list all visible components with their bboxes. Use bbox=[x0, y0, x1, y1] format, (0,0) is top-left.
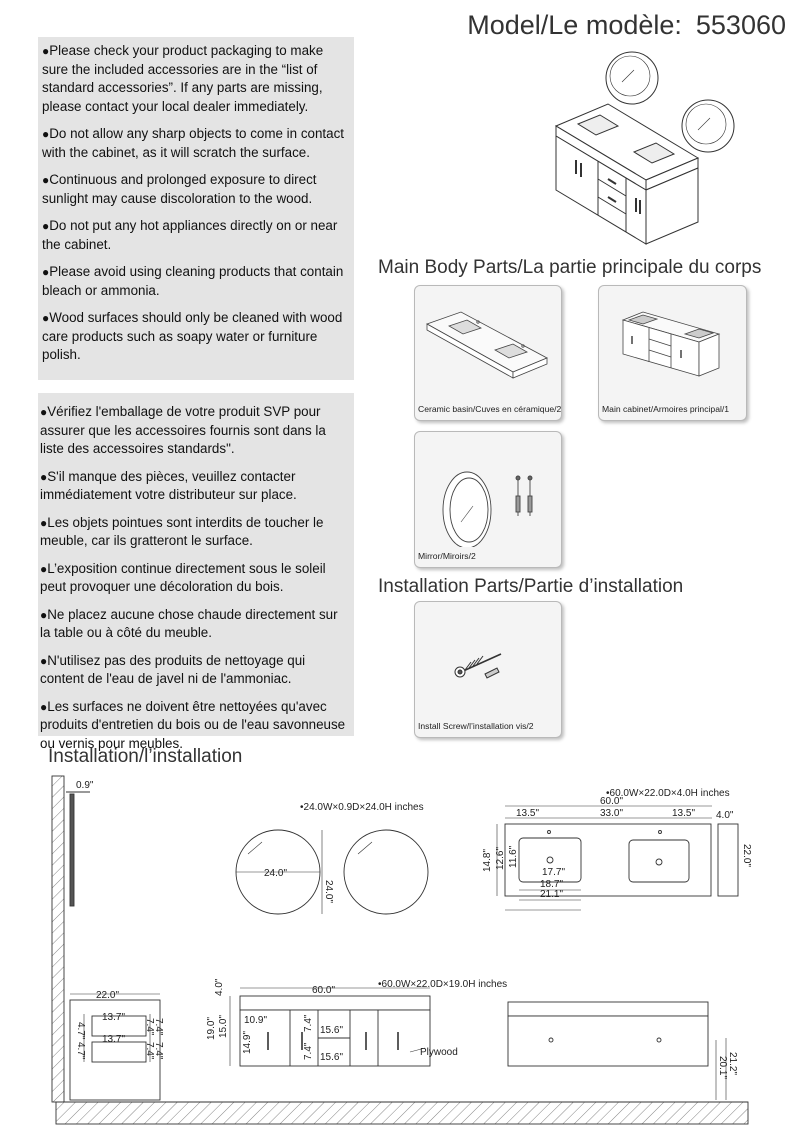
dim-side-right-h1: 7.4" bbox=[144, 1018, 155, 1036]
dim-mirror-w: 24.0" bbox=[264, 868, 288, 879]
installation-parts-heading: Installation Parts/Partie d’installation bbox=[378, 576, 684, 597]
note-fr-4: ●L’exposition continue directement sous le soleil peut provoquer une décoloration du bois. bbox=[40, 560, 326, 594]
dim-front-door-w: 10.9" bbox=[244, 1015, 268, 1026]
dim-basin-w2: 18.7" bbox=[540, 879, 564, 890]
dim-front-dh1: 7.4" bbox=[303, 1014, 314, 1032]
dim-basin-d2: 12.6" bbox=[495, 846, 506, 870]
dim-side-inner2: 13.7" bbox=[102, 1034, 126, 1045]
mirror-caption: Mirror/Miroirs/2 bbox=[418, 551, 476, 561]
vanity-illustration bbox=[548, 48, 748, 248]
dim-side-right-h2: 7.4" bbox=[153, 1018, 164, 1036]
note-fr-7: ●Les surfaces ne doivent être nettoyées qu'avec produits d'entretien du bois ou de l'eau savonneuse ou vernis pour meubles. bbox=[40, 698, 346, 751]
note-fr-6: ●N'utilisez pas des produits de nettoyage qui content de l'eau de javel ni de l'ammoniac. bbox=[40, 652, 306, 686]
install-screw-icon bbox=[415, 602, 561, 717]
cabinet-spec: •60.0W×22.0D×19.0H inches bbox=[378, 979, 508, 990]
page-title bbox=[467, 10, 786, 41]
dim-side-right-h4: 7.4" bbox=[153, 1042, 164, 1060]
main-cabinet-icon bbox=[599, 286, 746, 396]
dim-front-h1: 19.0" bbox=[206, 1016, 217, 1040]
dim-side-left-h1: 4.7" bbox=[75, 1022, 86, 1040]
note-en-3: ●Continuous and prolonged exposure to direct sunlight may cause discoloration to the wood. bbox=[42, 172, 317, 206]
notes-french bbox=[38, 393, 354, 751]
dim-top-total: 60.0" bbox=[600, 796, 624, 807]
model-number: 553060 bbox=[695, 10, 786, 40]
installation-drawing bbox=[0, 770, 808, 1133]
dim-front-width: 60.0" bbox=[312, 985, 336, 996]
ceramic-basin-icon bbox=[415, 286, 561, 396]
dim-mirror-h: 24.0" bbox=[323, 880, 334, 904]
cabinet-back-view bbox=[508, 1016, 708, 1066]
main-body-heading: Main Body Parts/La partie principale du corps bbox=[378, 257, 762, 278]
note-fr-2: ●S'il manque des pièces, veuillez contacter immédiatement votre distributeur sur place. bbox=[40, 468, 297, 502]
installation-heading: Installation/l’installation bbox=[48, 746, 243, 767]
note-en-2: ●Do not allow any sharp objects to come in contact with the cabinet, as it will scratch the surface. bbox=[42, 126, 345, 160]
note-fr-3: ●Les objets pointues sont interdits de toucher le meuble, car ils gratteront le surface. bbox=[40, 514, 324, 548]
dim-back-h1: 21.2" bbox=[727, 1052, 738, 1076]
note-en-1: ●Please check your product packaging to make sure the included accessories are in the “list of standard accessories”. If any parts are missing, please contact your local dealer immediately. bbox=[42, 43, 324, 114]
countertop-top-view bbox=[505, 824, 711, 896]
floor-hatch bbox=[56, 1102, 748, 1124]
notes-english bbox=[38, 37, 354, 380]
note-en-6: ●Wood surfaces should only be cleaned with wood care products such as soapy water or furniture polish. bbox=[42, 310, 343, 362]
ceramic-basin-card bbox=[414, 285, 562, 421]
dim-top-left: 13.5" bbox=[516, 808, 540, 819]
dim-front-h2: 15.0" bbox=[218, 1014, 229, 1038]
countertop-side-view bbox=[718, 824, 738, 896]
wall-hatch bbox=[52, 776, 64, 1102]
front-countertop bbox=[240, 996, 430, 1010]
note-en-5: ●Please avoid using cleaning products that contain bleach or ammonia. bbox=[42, 264, 344, 298]
mirror-icon bbox=[415, 432, 561, 547]
plywood-label: Plywood bbox=[420, 1047, 458, 1058]
note-fr-1: ●Vérifiez l'emballage de votre produit SVP pour assurer que les accessoires fournis sont dans la liste des accessoires standards". bbox=[40, 404, 326, 456]
dim-top-mid: 33.0" bbox=[600, 808, 624, 819]
dim-side-left-h2: 4.7" bbox=[75, 1042, 86, 1060]
mirror-spec: •24.0W×0.9D×24.0H inches bbox=[300, 802, 424, 813]
dim-basin-w1: 17.7" bbox=[542, 867, 566, 878]
mirror-right bbox=[344, 830, 428, 914]
note-fr-5: ●Ne placez aucune chose chaude directement sur la table ou à côté du meuble. bbox=[40, 606, 338, 640]
note-en-4: ●Do not put any hot appliances directly on or near the cabinet. bbox=[42, 218, 338, 252]
dim-basin-w3: 21.1" bbox=[540, 889, 564, 900]
dim-top-right: 13.5" bbox=[672, 808, 696, 819]
basin-spec: •60.0W×22.0D×4.0H inches bbox=[606, 788, 730, 799]
dim-front-door-h: 14.9" bbox=[242, 1030, 253, 1054]
install-screw-card bbox=[414, 601, 562, 738]
dim-front-drawer1: 15.6" bbox=[320, 1025, 344, 1036]
dim-front-dh2: 7.4" bbox=[303, 1042, 314, 1060]
dim-basin-d3: 11.6" bbox=[508, 845, 519, 868]
dim-side-inner: 13.7" bbox=[102, 1012, 126, 1023]
model-label: Model/Le modèle: bbox=[467, 10, 682, 40]
dim-wall-gap: 0.9" bbox=[76, 780, 94, 791]
back-countertop bbox=[508, 1002, 708, 1016]
ceramic-basin-caption: Ceramic basin/Cuves en céramique/2 bbox=[418, 404, 562, 414]
dim-top-h: 22.0" bbox=[741, 844, 752, 868]
mirror-side bbox=[70, 794, 74, 906]
main-cabinet-card bbox=[598, 285, 747, 421]
dim-front-top: 4.0" bbox=[214, 978, 225, 996]
dim-side-depth: 22.0" bbox=[96, 990, 120, 1001]
mirror-card bbox=[414, 431, 562, 568]
main-cabinet-caption: Main cabinet/Armoires principal/1 bbox=[602, 404, 730, 414]
dim-front-drawer2: 15.6" bbox=[320, 1052, 344, 1063]
dim-side-right-h3: 7.4" bbox=[144, 1042, 155, 1060]
dim-basin-d1: 14.8" bbox=[482, 848, 493, 872]
dim-back-h2: 20.1" bbox=[717, 1056, 728, 1080]
install-screw-caption: Install Screw/l’installation vis/2 bbox=[418, 721, 534, 731]
dim-top-depth: 4.0" bbox=[716, 810, 734, 821]
